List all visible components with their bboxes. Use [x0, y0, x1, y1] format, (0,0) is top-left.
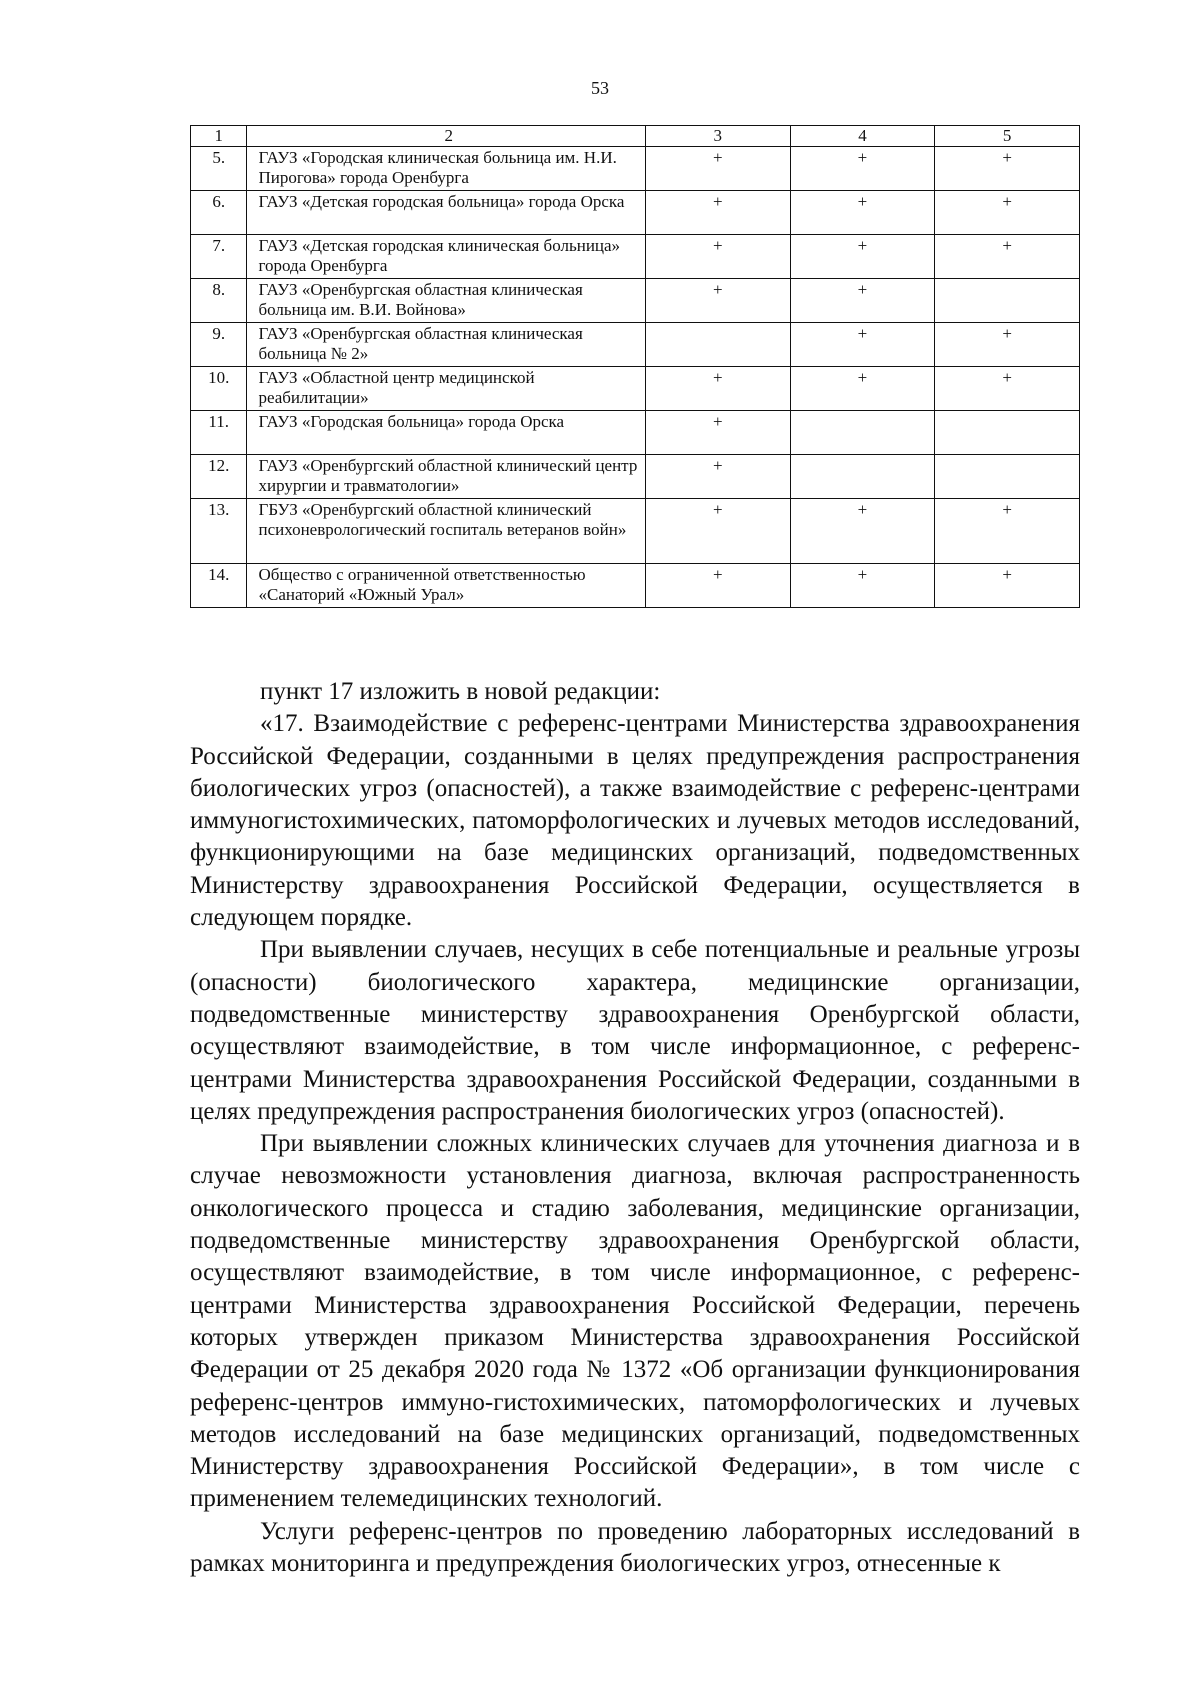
- organization-name: ГАУЗ «Детская городская больница» города Орска: [247, 191, 645, 235]
- paragraph-biological-threats: При выявлении случаев, несущих в себе потенциальные и реальные угрозы (опасности) биологического характера, медицинские организации, подведомственные министерству здравоохранения Оренбургской области, осуществляют взаимодействие, в том числе информационное, с референс-центрами Министерства здравоохранения Российской Федерации, созданными в целях предупреждения распространения биологических угроз (опасностей).: [190, 936, 1080, 1125]
- mark-col-3: +: [645, 367, 790, 411]
- mark-col-4: +: [790, 235, 935, 279]
- table-row: [191, 499, 1080, 564]
- organization-name: ГАУЗ «Городская клиническая больница им. Н.И. Пирогова» города Оренбурга: [247, 147, 645, 191]
- mark-col-4: +: [790, 564, 935, 608]
- mark-col-5: +: [935, 235, 1080, 279]
- header-cell-2: 2: [247, 126, 645, 147]
- header-cell-5: 5: [935, 126, 1080, 147]
- mark-col-5: +: [935, 367, 1080, 411]
- mark-col-5: +: [935, 191, 1080, 235]
- medical-organizations-table: [190, 125, 1080, 608]
- mark-col-4: +: [790, 323, 935, 367]
- mark-col-5: [935, 279, 1080, 323]
- mark-col-3: +: [645, 191, 790, 235]
- table-row: [191, 191, 1080, 235]
- row-number: 12.: [191, 455, 247, 499]
- table-row: [191, 564, 1080, 608]
- mark-col-3: +: [645, 411, 790, 455]
- organization-name: ГАУЗ «Оренбургская областная клиническая больница им. В.И. Войнова»: [247, 279, 645, 323]
- mark-col-3: +: [645, 279, 790, 323]
- row-number: 11.: [191, 411, 247, 455]
- organization-name: ГАУЗ «Городская больница» города Орска: [247, 411, 645, 455]
- row-number: 10.: [191, 367, 247, 411]
- organization-name: ГБУЗ «Оренбургский областной клинический психоневрологический госпиталь ветеранов войн»: [247, 499, 645, 564]
- paragraph-reference-services: Услуги референс-центров по проведению лабораторных исследований в рамках мониторинга и предупреждения биологических угроз, отнесенные к: [190, 1517, 1080, 1578]
- mark-col-3: +: [645, 499, 790, 564]
- mark-col-3: [645, 323, 790, 367]
- mark-col-3: +: [645, 455, 790, 499]
- table-row: [191, 279, 1080, 323]
- page-number: 53: [591, 78, 609, 98]
- organization-name: ГАУЗ «Детская городская клиническая больница» города Оренбурга: [247, 235, 645, 279]
- mark-col-4: +: [790, 279, 935, 323]
- mark-col-4: +: [790, 367, 935, 411]
- table-header-row: [191, 126, 1080, 147]
- row-number: 6.: [191, 191, 247, 235]
- paragraph-complex-cases: При выявлении сложных клинических случаев для уточнения диагноза и в случае невозможности установления диагноза, включая распространенность онкологического процесса и стадию заболевания, медицинские организации, подведомственные министерству здравоохранения Оренбургской области, осуществляют взаимодействие, в том числе информационное, с референс-центрами Министерства здравоохранения Российской Федерации, перечень которых утвержден приказом Министерства здравоохранения Российской Федерации от 25 декабря 2020 года № 1372 «Об организации функционирования референс-центров иммуно-гистохимических, патоморфологических и лучевых методов исследований на базе медицинских организаций, подведомственных Министерству здравоохранения Российской Федерации», в том числе с применением телемедицинских технологий.: [190, 1130, 1080, 1513]
- mark-col-4: +: [790, 147, 935, 191]
- table-row: [191, 367, 1080, 411]
- mark-col-5: [935, 411, 1080, 455]
- mark-col-4: +: [790, 499, 935, 564]
- table-row: [191, 411, 1080, 455]
- document-body: [190, 676, 1080, 1580]
- row-number: 9.: [191, 323, 247, 367]
- table-row: [191, 455, 1080, 499]
- header-cell-3: 3: [645, 126, 790, 147]
- mark-col-5: +: [935, 323, 1080, 367]
- table-row: [191, 323, 1080, 367]
- row-number: 8.: [191, 279, 247, 323]
- mark-col-4: [790, 455, 935, 499]
- table-row: [191, 235, 1080, 279]
- header-cell-1: 1: [191, 126, 247, 147]
- mark-col-4: [790, 411, 935, 455]
- organization-name: Общество с ограниченной ответственностью «Санаторий «Южный Урал»: [247, 564, 645, 608]
- row-number: 7.: [191, 235, 247, 279]
- organization-name: ГАУЗ «Оренбургская областная клиническая больница № 2»: [247, 323, 645, 367]
- mark-col-3: +: [645, 147, 790, 191]
- mark-col-3: +: [645, 564, 790, 608]
- mark-col-5: +: [935, 499, 1080, 564]
- row-number: 5.: [191, 147, 247, 191]
- mark-col-4: +: [790, 191, 935, 235]
- row-number: 14.: [191, 564, 247, 608]
- organization-name: ГАУЗ «Областной центр медицинской реабилитации»: [247, 367, 645, 411]
- mark-col-5: +: [935, 564, 1080, 608]
- row-number: 13.: [191, 499, 247, 564]
- mark-col-5: [935, 455, 1080, 499]
- mark-col-5: +: [935, 147, 1080, 191]
- paragraph-clause-17: «17. Взаимодействие с референс-центрами Министерства здравоохранения Российской Федерации, созданными в целях предупреждения распространения биологических угроз (опасностей), а также взаимодействие с референс-центрами иммуногистохимических, патоморфологических и лучевых методов исследований, функционирующими на базе медицинских организаций, подведомственных Министерству здравоохранения Российской Федерации, осуществляется в следующем порядке.: [190, 710, 1080, 932]
- header-cell-4: 4: [790, 126, 935, 147]
- amendment-intro: пункт 17 изложить в новой редакции:: [260, 678, 661, 705]
- organization-name: ГАУЗ «Оренбургский областной клинический центр хирургии и травматологии»: [247, 455, 645, 499]
- table-row: [191, 147, 1080, 191]
- mark-col-3: +: [645, 235, 790, 279]
